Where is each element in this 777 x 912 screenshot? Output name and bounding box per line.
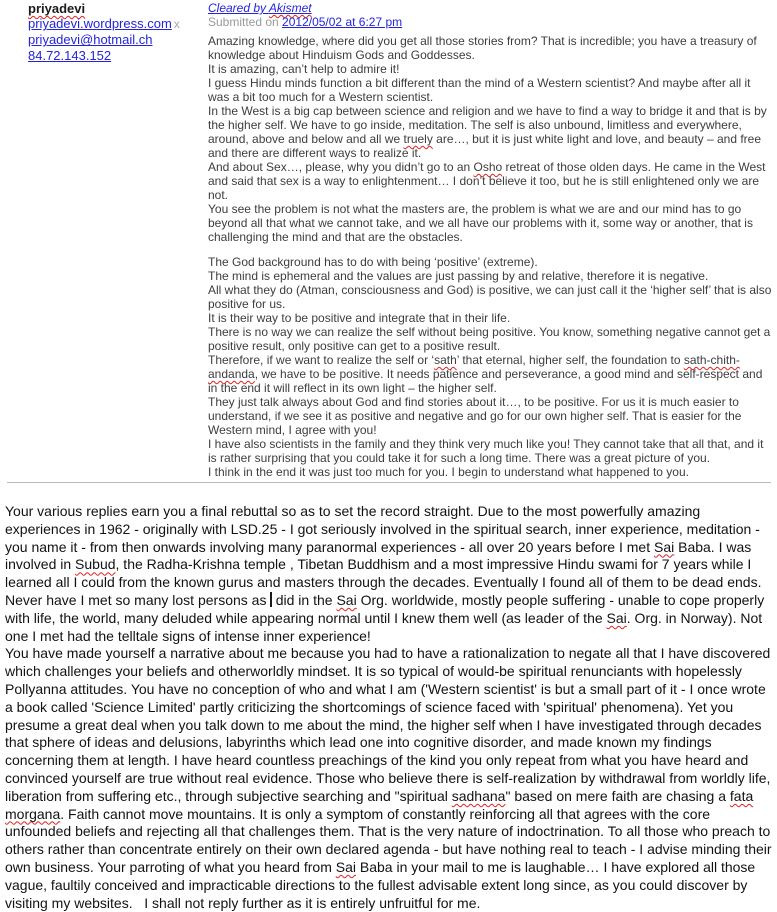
- comment-panel: [208, 1, 774, 479]
- misspelled-word: sath-chith-andanda: [208, 353, 740, 381]
- paragraph: Amazing knowledge, where did you get all those stories from? That is incredible; you have a treasury of knowledge about Hinduism Gods and Goddesses.: [208, 34, 761, 62]
- misspelled-word: sadhana: [451, 787, 506, 804]
- paragraph: Therefore, if we want to realize the self or ‘sath’ that eternal, higher self, the foundation to sath-chith-andanda, we have to be positive. It needs patience and perseverance, a good mind and self-respect and in the end it will reflect in its own light – the higher self.: [208, 353, 766, 395]
- misspelled-word: Subud: [75, 556, 116, 573]
- author-ip-row: [28, 48, 208, 63]
- paragraph: In the West is a big cap between science and religion and we have to find a way to bridge it and that is by the higher self. We have to go inside, meditation. The self is also unbound, limitless and everywhere, around, above and below and all we truely are…, but it is just white light and love, and beauty – and free and there are different ways to realize it.: [208, 104, 771, 160]
- misspelled-word: priyadevi: [28, 1, 86, 16]
- author-email-row: [28, 32, 208, 47]
- remove-site-control[interactable]: x: [173, 17, 180, 32]
- author-email-link[interactable]: priyadevi@hotmail.ch: [28, 32, 153, 48]
- submitted-line: [208, 15, 774, 29]
- misspelled-word: fata: [729, 787, 754, 804]
- paragraph: There is no way we can realize the self without being positive. You know, something negative cannot get a positive result, only positive can get to a positive result.: [208, 325, 774, 353]
- submitted-date-link[interactable]: 2012/05/02 at 6:27 pm: [282, 15, 403, 29]
- comment-text: [208, 34, 774, 479]
- author-site-link[interactable]: priyadevi.wordpress.com: [28, 16, 172, 32]
- misspelled-word: truely: [403, 132, 433, 146]
- misspelled-word: Sai: [606, 609, 627, 626]
- misspelled-word: Sai: [653, 538, 675, 555]
- paragraph: I have also scientists in the family and they think very much like you! They cannot take that all that, and it is rather surprising that you could take it for such a long time. There was a great picture of you.: [208, 437, 767, 465]
- paragraph: You have made yourself a narrative about me because you had to have a rationalization to negate all that I have discovered which challenges your beliefs and otherworldly mindset. It is so typical of would-be spiritual renunciants with hopelessly Pollyanna attitudes. You have no conception of who and what I am ('Western scientist' is but a small part of it - I once wrote a book called 'Science Limited' partly criticizing the shortcomings of science faced with 'spiritual' phenomena). Yet you presume a great deal when you talk down to me about the mind, the higher self when I have investigated through decades that sphere of ideas and delusions, labyrinths which lead one into cognitive disorder, and made known my findings concerning them at length. I have heard countless preachings of the kind you only repeat from what you have heard and convinced yourself are true without real evidence. Those who believe there is self-realization by withdrawal from worldly life, liberation from suffering etc., through subjective searching and "spiritual sadhana" based on mere faith are chasing a fata morgana. Faith cannot move mountains. It is only a symptom of constantly reinforcing all that agrees with the core unfounded beliefs and rejecting all that challenges them. That is the very nature of indoctrination. To all those who preach to others rather than concentrate entirely on their own declared agenda - but have nothing real to teach - I advise minding their own business. Your parroting of what you heard from Sai Baba in your mail to me is laughable… I have explored all those vague, faultily conceived and impracticable directions to the fullest advisable extent long since, as you could discover by visiting my websites. I shall not reply further as it is entirely unfruitful for me.: [5, 645, 776, 911]
- misspelled-word: Akismet: [268, 1, 312, 15]
- comment-author-panel: [0, 1, 208, 63]
- misspelled-word: Sai: [336, 591, 357, 608]
- author-site-row: [28, 16, 208, 32]
- cleared-by-akismet-link[interactable]: Cleared by Akismet: [208, 1, 312, 15]
- paragraph: Your various replies earn you a final rebuttal so as to set the record straight. Due to the most powerfully amazing experiences in 1962 - originally with LSD.25 - I got seriously involved in the spiritual search, inner experience, meditation - you name it - from then onwards involving many paranormal experiences - all over 20 years before I met Sai Baba. I was involved in Subud, the Radha-Krishna temple , Tibetan Buddhism and a most impressive Hindu swami for 7 years while I learned all I could from the known gurus and masters through the decades. Eventually I found all of them to be dead ends. Never have I met so many lost persons as did in the Sai Org. worldwide, mostly people suffering - unable to cope properly with life, the world, many deluded while appearing normal until I knew them well (as leader of the Sai. Org. in Norway). Not one I met had the telltale signs of intense inner experience!: [5, 503, 769, 644]
- comment-author-name: [28, 1, 208, 16]
- paragraph: You see the problem is not what the masters are, the problem is what we are and our mind has to go beyond all that what we cannot take, and we all have our problems with it, some way or another, that is challenging the mind and that are the obstacles.: [208, 202, 757, 244]
- paragraph: And about Sex…, please, why you didn’t go to an Osho retreat of those olden days. He came in the West and said that sex is a way to enlightenment… I don’t believe it too, but he is still enlightened only we are not.: [208, 160, 769, 202]
- comment-meta: [208, 1, 774, 15]
- paragraph: I guess Hindu minds function a bit different than the mind of a Western scientist? And maybe after all it was a bit too much for a Western scientist.: [208, 76, 754, 104]
- paragraph: It is their way to be positive and integrate that in their life.: [208, 311, 511, 325]
- author-ip-link[interactable]: 84.72.143.152: [28, 47, 112, 63]
- paragraph: It is amazing, can’t help to admire it!: [208, 62, 400, 76]
- submitted-label: Submitted on: [208, 15, 283, 29]
- paragraph: The God background has to do with being ‘positive’ (extreme).: [208, 255, 538, 269]
- misspelled-word: Sai: [335, 858, 356, 875]
- paragraph: The mind is ephemeral and the values are just passing by and relative, therefore it is negative.: [208, 269, 709, 283]
- paragraph: They just talk always about God and find stories about it…, to be positive. For us it is much easier to understand, if we see it as positive and negative and go for our own higher self. That is easier for the Western mind, I agree with you!: [208, 395, 745, 437]
- paragraph: I think in the end it was just too much for you. I begin to understand what happened to you.: [208, 465, 689, 479]
- misspelled-word: Osho: [473, 160, 503, 174]
- reply-editor[interactable]: [0, 483, 777, 912]
- paragraph: All what they do (Atman, consciousness and God) is positive, we can just call it the ‘higher self’ that is also positive for us.: [208, 283, 775, 311]
- misspelled-word: morgana: [5, 805, 61, 822]
- misspelled-word: sath: [434, 353, 457, 367]
